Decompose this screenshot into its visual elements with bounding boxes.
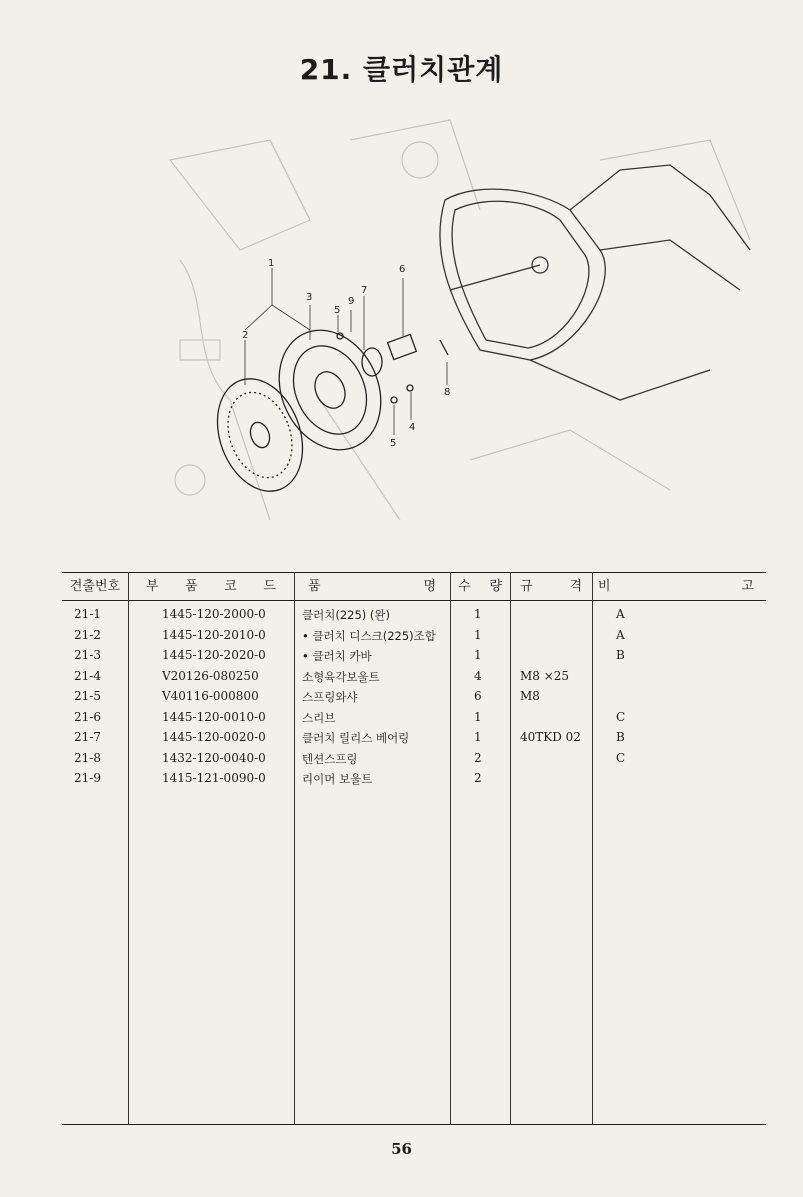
cell-remark: C <box>616 750 626 765</box>
header-spec <box>510 576 592 598</box>
header-remark-char: 비 <box>598 579 611 594</box>
cell-code: 1445-120-2000-0 <box>162 607 266 621</box>
cell-code: 1445-120-0020-0 <box>162 730 266 744</box>
cell-qty: 6 <box>474 689 482 703</box>
header-code-char: 드 <box>263 579 276 594</box>
clutch-diagram-drawing <box>150 100 790 550</box>
cell-name: 텐션스프링 <box>302 751 358 766</box>
cell-no: 21-9 <box>74 771 101 785</box>
header-code <box>128 576 294 598</box>
header-qty-char: 수 <box>458 579 471 594</box>
table-row <box>62 749 766 770</box>
cell-qty: 1 <box>474 730 482 744</box>
cell-code: 1445-120-0010-0 <box>162 709 266 724</box>
table-row <box>62 708 766 729</box>
cell-remark: A <box>616 627 625 642</box>
parts-table-body <box>62 605 766 790</box>
header-remark-char: 고 <box>741 579 754 594</box>
header-no <box>62 576 128 598</box>
cell-qty: 1 <box>474 627 482 642</box>
header-name <box>294 576 450 598</box>
cell-code: V20126-080250 <box>162 668 259 683</box>
cell-name: 스프링와샤 <box>302 690 358 704</box>
page-number: 56 <box>391 1140 412 1158</box>
table-header-rule <box>62 600 766 601</box>
callout-3: 3 <box>306 292 313 303</box>
cell-code: 1445-120-2010-0 <box>162 627 266 642</box>
cell-no: 21-6 <box>74 709 101 724</box>
parts-table <box>62 572 766 1128</box>
header-name-char: 품 <box>308 579 321 594</box>
callout-1: 1 <box>268 258 275 269</box>
cell-qty: 2 <box>474 771 482 785</box>
clutch-exploded-diagram <box>150 100 790 550</box>
cell-name: 스리브 <box>302 710 336 725</box>
cell-code: 1432-120-0040-0 <box>162 750 266 765</box>
cell-code: 1415-121-0090-0 <box>162 771 266 785</box>
cell-qty: 4 <box>474 668 482 683</box>
table-row <box>62 667 766 688</box>
cell-remark: B <box>616 648 625 662</box>
header-spec-char: 격 <box>569 579 582 594</box>
cell-name: 소형육각보울트 <box>302 669 380 684</box>
table-row <box>62 769 766 790</box>
table-row <box>62 687 766 708</box>
header-code-char: 부 <box>146 579 159 594</box>
cell-remark: C <box>616 709 626 724</box>
callout-5b: 5 <box>390 438 397 449</box>
header-code-char: 코 <box>224 579 237 594</box>
header-remark <box>592 576 766 598</box>
header-qty-char: 량 <box>489 579 502 594</box>
callout-6: 6 <box>399 264 406 275</box>
page-title: 21. 클러치관계 <box>299 53 504 86</box>
header-spec-char: 규 <box>520 579 533 594</box>
table-row <box>62 605 766 626</box>
callout-7: 7 <box>361 285 368 296</box>
table-bottom-rule <box>62 1124 766 1125</box>
callout-5: 5 <box>334 305 341 316</box>
cell-code: V40116-000800 <box>162 689 259 703</box>
callout-9: 9 <box>348 296 355 307</box>
cell-spec: M8 ×25 <box>520 668 570 683</box>
cell-spec: 40TKD 02 <box>520 730 581 744</box>
table-row <box>62 646 766 667</box>
cell-name: • 클러치 카바 <box>302 649 372 663</box>
cell-name: 클러치(225) (완) <box>302 608 390 622</box>
header-no-label: 견출번호 <box>69 579 121 594</box>
cell-name: • 클러치 디스크(225)조합 <box>302 628 436 643</box>
cell-no: 21-8 <box>74 750 101 765</box>
header-qty <box>450 576 510 598</box>
cell-qty: 1 <box>474 709 482 724</box>
cell-spec: M8 <box>520 689 540 703</box>
cell-qty: 2 <box>474 750 482 765</box>
cell-qty: 1 <box>474 607 482 621</box>
callout-4: 4 <box>409 422 416 433</box>
cell-no: 21-1 <box>74 607 101 621</box>
table-row <box>62 728 766 749</box>
table-top-rule <box>62 572 766 573</box>
cell-qty: 1 <box>474 648 482 662</box>
cell-no: 21-5 <box>74 689 101 703</box>
cell-no: 21-7 <box>74 730 101 744</box>
cell-remark: A <box>616 607 625 621</box>
cell-code: 1445-120-2020-0 <box>162 648 266 662</box>
callout-2: 2 <box>242 330 249 341</box>
cell-name: 클러치 릴리스 베어링 <box>302 731 410 745</box>
header-code-char: 품 <box>185 579 198 594</box>
cell-no: 21-4 <box>74 668 101 683</box>
header-name-char: 명 <box>423 579 436 594</box>
cell-no: 21-2 <box>74 627 101 642</box>
table-row <box>62 626 766 647</box>
callout-8: 8 <box>444 387 451 398</box>
cell-name: 리이머 보울트 <box>302 772 373 786</box>
cell-remark: B <box>616 730 625 744</box>
cell-no: 21-3 <box>74 648 101 662</box>
